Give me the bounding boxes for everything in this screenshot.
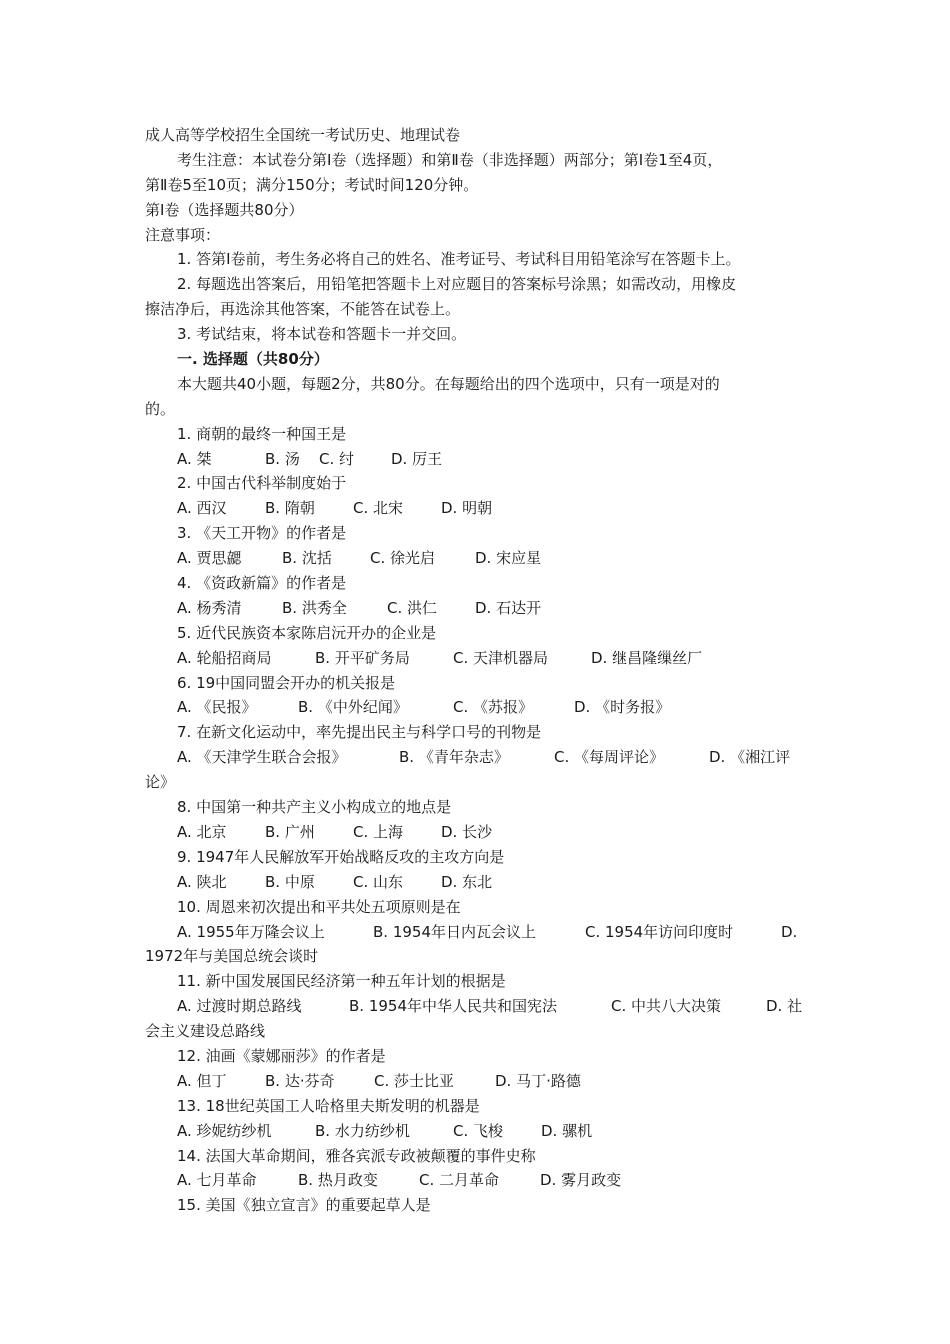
option-a: A. 七月革命 — [177, 1171, 257, 1190]
option-b: B. 中原 — [265, 872, 315, 891]
section-desc-line2: 的。 — [145, 399, 176, 418]
volume-title: 第Ⅰ卷（选择题共80分） — [145, 200, 304, 219]
option-a: A. 但丁 — [177, 1071, 227, 1090]
candidate-notice-line1: 考生注意：本试卷分第Ⅰ卷（选择题）和第Ⅱ卷（非选择题）两部分；第Ⅰ卷1至4页， — [177, 150, 723, 169]
question-1-stem: 1. 商朝的最终一种国王是 — [177, 424, 347, 443]
option-b: B. 水力纺纱机 — [315, 1121, 410, 1140]
option-b: B. 《青年杂志》 — [399, 748, 509, 767]
question-12-stem: 12. 油画《蒙娜丽莎》的作者是 — [177, 1046, 386, 1065]
question-8-stem: 8. 中国第一种共产主义小构成立的地点是 — [177, 798, 452, 817]
question-8-options — [145, 820, 815, 845]
question-13-options — [145, 1119, 815, 1144]
question-2-options — [145, 496, 815, 521]
question-3-options — [145, 546, 815, 571]
option-c: C. 纣 — [319, 449, 355, 468]
question-10-stem: 10. 周恩来初次提出和平共处五项原则是在 — [177, 897, 461, 916]
option-a: A. 过渡时期总路线 — [177, 997, 302, 1016]
option-d: D. 社 — [766, 997, 803, 1016]
question-10-options — [145, 920, 815, 945]
option-c: C. 北宋 — [353, 499, 404, 518]
question-13-stem: 13. 18世纪英国工人哈格里夫斯发明的机器是 — [177, 1096, 480, 1115]
option-a: A. 《民报》 — [177, 698, 257, 717]
exam-document — [145, 123, 815, 1218]
option-b: B. 隋朝 — [265, 499, 315, 518]
question-6-options — [145, 695, 815, 720]
option-d: D. 石达开 — [475, 598, 542, 617]
option-d: D. 长沙 — [441, 822, 493, 841]
option-a: A. 珍妮纺纱机 — [177, 1121, 272, 1140]
option-c: C. 山东 — [353, 872, 404, 891]
option-c: C. 上海 — [353, 822, 404, 841]
option-a: A. 桀 — [177, 449, 212, 468]
option-b: B. 开平矿务局 — [315, 648, 410, 667]
option-d: D. 东北 — [441, 872, 493, 891]
option-c: C. 洪仁 — [387, 598, 438, 617]
option-d: D. 《时务报》 — [574, 698, 671, 717]
option-c: C. 中共八大决策 — [611, 997, 722, 1016]
option-c: C. 《每周评论》 — [554, 748, 665, 767]
precaution-item-1: 1. 答第Ⅰ卷前，考生务必将自己的姓名、准考证号、考试科目用铅笔涂写在答题卡上。 — [177, 250, 741, 269]
option-a: A. 北京 — [177, 822, 227, 841]
question-10-option-d-continued: 1972年与美国总统会谈时 — [145, 947, 319, 966]
precaution-item-2-line1: 2. 每题选出答案后，用铅笔把答题卡上对应题目的答案标号涂黑；如需改动，用橡皮 — [177, 275, 737, 294]
option-d: D. 厉王 — [391, 449, 443, 468]
question-2-stem: 2. 中国古代科举制度始于 — [177, 474, 347, 493]
option-b: B. 沈括 — [282, 549, 332, 568]
precaution-item-2-line2: 擦洁净后，再选涂其他答案，不能答在试卷上。 — [145, 300, 461, 319]
option-b: B. 1954年中华人民共和国宪法 — [349, 997, 558, 1016]
question-7-options — [145, 745, 815, 770]
option-b: B. 《中外纪闻》 — [298, 698, 408, 717]
option-d: D. 明朝 — [441, 499, 493, 518]
option-d: D. — [781, 922, 798, 941]
option-c: C. 莎士比亚 — [374, 1071, 455, 1090]
question-9-options — [145, 870, 815, 895]
option-c: C. 徐光启 — [370, 549, 436, 568]
question-12-options — [145, 1069, 815, 1094]
question-11-options — [145, 994, 815, 1019]
question-1-options — [145, 447, 815, 472]
question-11-stem: 11. 新中国发展国民经济第一种五年计划的根据是 — [177, 972, 506, 991]
question-5-stem: 5. 近代民族资本家陈启沅开办的企业是 — [177, 623, 437, 642]
document-title: 成人高等学校招生全国统一考试历史、地理试卷 — [145, 126, 461, 144]
option-a: A. 贾思勰 — [177, 549, 242, 568]
option-d: D. 宋应星 — [475, 549, 542, 568]
question-7-stem: 7. 在新文化运动中，率先提出民主与科学口号的刊物是 — [177, 723, 542, 742]
option-d: D. 继昌隆缫丝厂 — [591, 648, 703, 667]
question-4-stem: 4. 《资政新篇》的作者是 — [177, 574, 347, 593]
option-c: C. 天津机器局 — [453, 648, 549, 667]
precautions-heading: 注意事项： — [145, 225, 221, 244]
candidate-notice-line2: 第Ⅱ卷5至10页；满分150分；考试时间120分钟。 — [145, 175, 479, 194]
question-6-stem: 6. 19中国同盟会开办的机关报是 — [177, 673, 396, 692]
option-c: C. 《苏报》 — [453, 698, 534, 717]
question-4-options — [145, 596, 815, 621]
option-b: B. 汤 — [265, 449, 300, 468]
option-a: A. 《天津学生联合会报》 — [177, 748, 347, 767]
question-9-stem: 9. 1947年人民解放军开始战略反攻的主攻方向是 — [177, 847, 505, 866]
option-a: A. 陕北 — [177, 872, 227, 891]
option-a: A. 杨秀清 — [177, 598, 242, 617]
option-d: D. 马丁·路德 — [495, 1071, 581, 1090]
question-14-stem: 14. 法国大革命期间，雅各宾派专政被颠覆的事件史称 — [177, 1146, 536, 1165]
option-d: D. 骡机 — [541, 1121, 593, 1140]
precaution-item-3: 3. 考试结束，将本试卷和答题卡一并交回。 — [177, 325, 467, 344]
option-b: B. 1954年日内瓦会议上 — [373, 922, 537, 941]
question-3-stem: 3. 《天工开物》的作者是 — [177, 524, 347, 543]
option-a: A. 西汉 — [177, 499, 227, 518]
section-heading: 一. 选择题（共80分） — [177, 350, 329, 369]
option-a: A. 轮船招商局 — [177, 648, 272, 667]
option-d: D. 雾月政变 — [540, 1171, 622, 1190]
question-11-option-d-continued: 会主义建设总路线 — [145, 1022, 266, 1041]
section-desc-line1: 本大题共40小题，每题2分，共80分。在每题给出的四个选项中，只有一项是对的 — [177, 374, 720, 393]
option-b: B. 洪秀全 — [282, 598, 347, 617]
question-14-options — [145, 1168, 815, 1193]
question-5-options — [145, 646, 815, 671]
option-c: C. 1954年访问印度时 — [585, 922, 734, 941]
option-b: B. 达·芬奇 — [265, 1071, 335, 1090]
question-15-stem: 15. 美国《独立宣言》的重要起草人是 — [177, 1196, 431, 1215]
question-7-option-d-continued: 论》 — [145, 773, 176, 792]
option-d: D. 《湘江评 — [709, 748, 791, 767]
option-b: B. 广州 — [265, 822, 315, 841]
option-c: C. 二月革命 — [419, 1171, 500, 1190]
option-c: C. 飞梭 — [453, 1121, 504, 1140]
option-a: A. 1955年万隆会议上 — [177, 922, 325, 941]
option-b: B. 热月政变 — [298, 1171, 378, 1190]
